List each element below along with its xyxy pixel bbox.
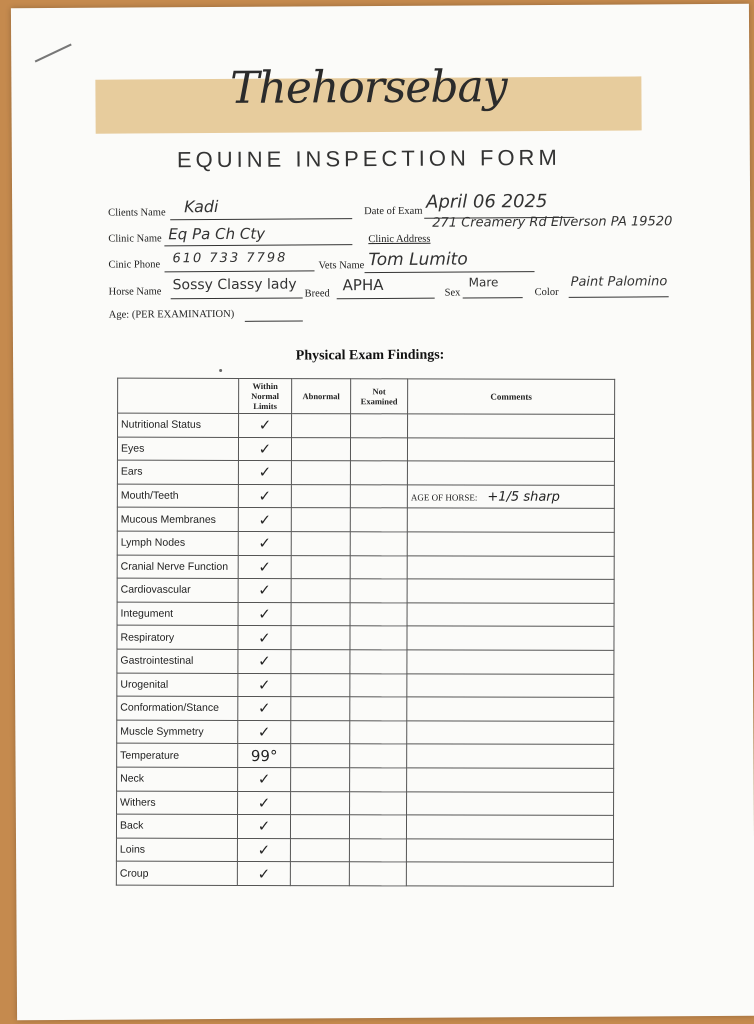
color-label: Color [534, 286, 559, 299]
row-not-examined-cell [350, 461, 407, 485]
color-line [569, 296, 669, 298]
row-abnormal-cell [291, 484, 350, 508]
row-normal-mark: ✓ [238, 767, 291, 791]
row-normal-mark: ✓ [238, 531, 291, 555]
row-not-examined-cell [350, 697, 407, 721]
row-item-label: Cardiovascular [117, 578, 238, 602]
table-row [117, 743, 614, 768]
row-item-label: Conformation/Stance [117, 696, 238, 720]
date-label: Date of Exam [364, 205, 423, 218]
clinic-name-line [164, 244, 352, 246]
client-name-line [170, 218, 352, 220]
client-name-label: Clients Name [108, 207, 166, 219]
row-comment-cell [407, 673, 614, 697]
row-not-examined-cell [351, 414, 408, 438]
row-not-examined-cell [349, 815, 406, 839]
clinic-phone-line [165, 270, 315, 272]
sex-line [463, 297, 523, 298]
form-title: EQUINE INSPECTION FORM [176, 144, 561, 173]
row-abnormal-cell [291, 720, 350, 744]
row-item-label: Muscle Symmetry [117, 720, 238, 744]
exam-table-body [116, 413, 614, 886]
row-normal-mark: ✓ [238, 437, 291, 461]
row-comment-cell [407, 603, 614, 627]
table-row [117, 673, 614, 698]
header-comments: Comments [408, 379, 615, 415]
row-comment-label: AGE OF HORSE: [410, 491, 478, 503]
row-not-examined-cell [350, 602, 407, 626]
clinic-phone-value: 610 733 7798 [172, 250, 288, 267]
table-row [116, 861, 613, 886]
row-item-label: Loins [116, 838, 237, 862]
horse-name-value: Sossy Classy lady [172, 276, 297, 294]
row-comment-cell [408, 414, 615, 438]
table-row [117, 602, 614, 627]
table-row [117, 791, 614, 816]
exam-table [116, 378, 615, 887]
row-comment-cell [407, 508, 614, 532]
row-item-label: Ears [117, 460, 238, 484]
row-item-label: Temperature [117, 743, 238, 767]
row-comment-cell [407, 721, 614, 745]
row-abnormal-cell [290, 862, 349, 886]
row-abnormal-cell [291, 767, 350, 791]
horse-name-line [171, 297, 303, 299]
date-value: April 06 2025 [426, 190, 548, 213]
table-row [117, 578, 614, 603]
table-row [116, 838, 613, 863]
clinic-name-value: Eq Pa Ch Cty [168, 224, 266, 244]
breed-label: Breed [304, 288, 330, 300]
table-header-row [118, 378, 615, 414]
row-abnormal-cell [291, 461, 350, 485]
row-item-label: Integument [117, 602, 238, 626]
row-item-label: Mucous Membranes [117, 507, 238, 531]
row-comment-cell [407, 626, 614, 650]
breed-line [337, 298, 435, 300]
row-item-label: Nutritional Status [118, 413, 239, 437]
header-item [118, 378, 239, 413]
row-comment-cell [407, 768, 614, 792]
vets-name-value: Tom Lumito [368, 249, 468, 271]
row-not-examined-cell [349, 838, 406, 862]
row-item-label: Eyes [117, 437, 238, 461]
sex-label: Sex [444, 287, 461, 299]
row-not-examined-cell [350, 673, 407, 697]
row-abnormal-cell [291, 626, 350, 650]
row-comment-cell [407, 437, 614, 461]
table-row [116, 814, 613, 839]
age-label: Age: (PER EXAMINATION) [108, 308, 235, 321]
row-normal-mark: ✓ [238, 673, 291, 697]
row-item-label: Croup [116, 861, 237, 885]
row-abnormal-cell [290, 838, 349, 862]
table-row [117, 484, 614, 509]
header-abnormal: Abnormal [292, 379, 351, 414]
table-row [117, 696, 614, 721]
pencil-mark [35, 44, 72, 63]
table-row [117, 460, 614, 485]
row-comment-cell [406, 862, 613, 886]
row-normal-mark: ✓ [237, 838, 290, 862]
row-not-examined-cell [350, 437, 407, 461]
row-normal-mark: ✓ [238, 461, 291, 485]
row-comment-cell [407, 579, 614, 603]
row-comment-cell [407, 555, 614, 579]
breed-value: APHA [342, 275, 384, 295]
row-abnormal-cell [291, 555, 350, 579]
row-item-label: Back [116, 814, 237, 838]
row-abnormal-cell [291, 508, 350, 532]
ink-dot [219, 369, 222, 372]
vets-name-label: Vets Name [318, 260, 365, 272]
row-item-label: Neck [117, 767, 238, 791]
row-comment-cell [406, 815, 613, 839]
table-row [117, 720, 614, 745]
clinic-address-value: 271 Creamery Rd Elverson PA 19520 [432, 214, 673, 231]
table-row [117, 625, 614, 650]
row-not-examined-cell [350, 555, 407, 579]
row-comment-cell [407, 650, 614, 674]
row-abnormal-cell [291, 437, 350, 461]
row-normal-mark: ✓ [238, 649, 291, 673]
row-abnormal-cell [291, 697, 350, 721]
table-row [117, 649, 614, 674]
row-normal-mark: 99° [238, 744, 291, 768]
table-row [117, 507, 614, 532]
row-comment-cell [407, 461, 614, 485]
row-abnormal-cell [292, 414, 351, 438]
row-not-examined-cell [350, 744, 407, 768]
row-normal-mark: ✓ [238, 791, 291, 815]
clinic-phone-label: Cinic Phone [108, 259, 161, 271]
row-not-examined-cell [350, 508, 407, 532]
row-not-examined-cell [350, 626, 407, 650]
table-row [117, 555, 614, 580]
vets-name-line [365, 271, 535, 273]
row-item-label: Respiratory [117, 625, 238, 649]
row-comment-cell [407, 697, 614, 721]
row-abnormal-cell [291, 650, 350, 674]
row-abnormal-cell [291, 791, 350, 815]
row-abnormal-cell [291, 744, 350, 768]
header-not-examined: Not Examined [351, 379, 408, 414]
row-not-examined-cell [350, 485, 407, 509]
row-normal-mark: ✓ [238, 602, 291, 626]
section-title: Physical Exam Findings: [295, 347, 445, 364]
row-normal-mark: ✓ [238, 555, 291, 579]
row-abnormal-cell [291, 673, 350, 697]
row-not-examined-cell [350, 720, 407, 744]
clinic-name-label: Clinic Name [108, 233, 162, 245]
row-normal-mark: ✓ [237, 815, 290, 839]
brand-logo: Thehorsebay [230, 61, 507, 114]
row-comment-cell [407, 485, 614, 509]
client-name-value: Kadi [184, 196, 219, 217]
row-comment-handwritten: +1/5 sharp [487, 489, 560, 505]
row-item-label: Mouth/Teeth [117, 484, 238, 508]
table-row [117, 437, 614, 462]
row-normal-mark: ✓ [238, 508, 291, 532]
row-comment-cell [407, 791, 614, 815]
horse-name-label: Horse Name [108, 286, 162, 298]
row-not-examined-cell [350, 650, 407, 674]
row-comment-cell [407, 744, 614, 768]
row-not-examined-cell [350, 768, 407, 792]
table-row [118, 413, 615, 438]
row-comment-cell [407, 532, 614, 556]
row-normal-mark: ✓ [237, 862, 290, 886]
row-normal-mark: ✓ [238, 626, 291, 650]
row-normal-mark: ✓ [238, 720, 291, 744]
row-comment-cell [406, 839, 613, 863]
row-abnormal-cell [291, 579, 350, 603]
row-item-label: Lymph Nodes [117, 531, 238, 555]
row-normal-mark: ✓ [239, 413, 292, 437]
row-abnormal-cell [291, 532, 350, 556]
row-item-label: Gastrointestinal [117, 649, 238, 673]
row-not-examined-cell [350, 532, 407, 556]
color-value: Paint Palomino [570, 274, 668, 290]
row-normal-mark: ✓ [238, 484, 291, 508]
table-row [117, 767, 614, 792]
row-normal-mark: ✓ [238, 579, 291, 603]
row-item-label: Cranial Nerve Function [117, 555, 238, 579]
row-not-examined-cell [350, 579, 407, 603]
header-normal: Within Normal Limits [239, 378, 292, 413]
row-not-examined-cell [349, 862, 406, 886]
row-not-examined-cell [350, 791, 407, 815]
row-abnormal-cell [291, 602, 350, 626]
row-item-label: Urogenital [117, 673, 238, 697]
row-normal-mark: ✓ [238, 697, 291, 721]
form-paper [11, 4, 754, 1020]
row-item-label: Withers [117, 791, 238, 815]
row-abnormal-cell [290, 815, 349, 839]
table-row [117, 531, 614, 556]
sex-value: Mare [468, 275, 499, 290]
clinic-address-label: Clinic Address [368, 233, 431, 246]
age-line [245, 320, 303, 321]
